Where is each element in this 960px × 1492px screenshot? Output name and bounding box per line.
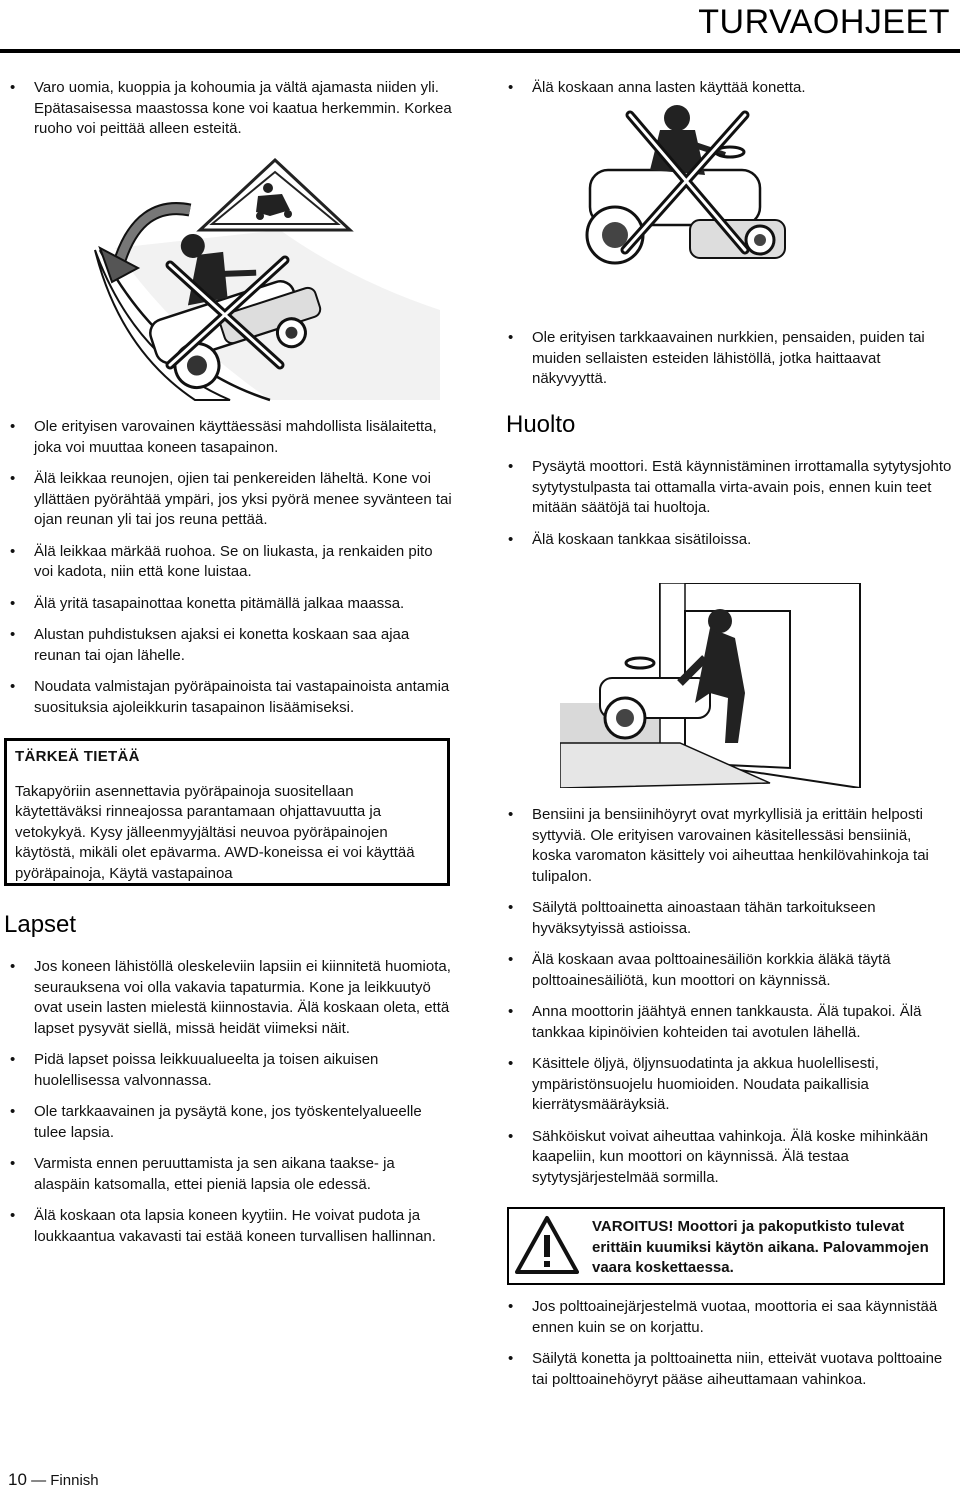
list-item: • Jos polttoainejärjestelmä vuotaa, moottoria ei saa käynnistää ennen kuin se on korjattu. [502,1297,952,1338]
list-item: • Ole erityisen tarkkaavainen nurkkien, pensaiden, puiden tai muiden sellaisten esteiden lähistöllä, jotka haittaavat näkyvyyttä. [502,328,952,390]
list-item: • Varmista ennen peruuttamista ja sen aikana taakse- ja alaspäin katsomalla, ettei pieniä lapsia ole edessä. [4,1154,454,1195]
notice-title: TÄRKEÄ TIETÄÄ [15,748,140,765]
tip-warning-sign-icon [200,160,350,230]
lapset-list [4,957,454,1258]
section-heading-lapset: Lapset [4,911,77,938]
fuel-list [502,805,952,1199]
footer-language: Finnish [50,1472,99,1489]
important-notice-box [4,738,450,886]
final-list [502,1297,952,1401]
list-item: • Ole erityisen varovainen käyttäessäsi mahdollista lisälaitetta, joka voi muuttaa koneen tasapainon. [4,417,454,458]
list-item: • Säilytä konetta ja polttoainetta niin, etteivät vuotava polttoaine tai polttoainehöyryt pääse aiheuttamaan vahinkoa. [502,1349,952,1390]
page-footer [8,1470,99,1492]
list-item: • Anna moottorin jäähtyä ennen tankkausta. Älä tupakoi. Älä tankkaa kipinöivien kohteiden tai avotulen lähellä. [502,1002,952,1043]
list-item: • Älä leikkaa reunojen, ojien tai penkereiden läheltä. Kone voi yllättäen pyörähtää ympäri, jos yksi pyörä menee syvänteen tai ojan reunan yli tai jos reuna pettää. [4,469,454,531]
garage-refuel-illustration [560,583,880,788]
list-item: • Varo uomia, kuoppia ja kohoumia ja vältä ajamasta niiden yli. Epätasaisessa maastossa kone voi kaatua herkemmin. Korkea ruoho voi peittää alleen esteitä. [4,78,459,140]
list-item: • Jos koneen lähistöllä oleskeleviin lapsiin ei kiinnitetä huomiota, seurauksena voi olla vakavia tapaturmia. Kone ja leikkuutyö ovat usein lasten mielestä kiinnostavia. Älä koskaan oleta, että lapset pysyvät siellä, missä heidät viimeksi näit. [4,957,454,1039]
list-item: • Alustan puhdistuksen ajaksi ei konetta koskaan saa ajaa reunan tai ojan lähelle. [4,625,454,666]
list-item: • Älä koskaan ota lapsia koneen kyytiin. He voivat pudota ja loukkaantua vakavasti tai estää koneen turvallisen hallinnan. [4,1206,454,1247]
page-number: 10 [8,1470,27,1489]
list-item: • Säilytä polttoainetta ainoastaan tähän tarkoitukseen hyväksytyissä astioissa. [502,898,952,939]
footer-separator: — [31,1472,47,1489]
header-rule [0,49,960,53]
mid-right-list [502,328,952,401]
list-item: • Älä yritä tasapainottaa konetta pitämällä jalkaa maassa. [4,594,454,615]
list-item: • Bensiini ja bensiinihöyryt ovat myrkyllisiä ja erittäin helposti syttyviä. Ole erityisen varovainen käsitellessäsi bensiiniä, koska varomaton käsittely voi aiheuttaa henkilövahinkoja tai tulipalon. [502,805,952,887]
warning-triangle-icon [515,1215,579,1275]
list-item: • Sähköiskut voivat aiheuttaa vahinkoja. Älä koske mihinkään kaapeliin, kun moottori on käynnissä. Älä testaa sytytysjärjestelmää sormilla. [502,1127,952,1189]
child-on-mower-illustration [570,100,800,280]
list-item: • Älä koskaan avaa polttoainesäiliön korkkia äläkä täytä polttoainesäiliötä, kun moottori on käynnissä. [502,950,952,991]
warning-text: VAROITUS! Moottori ja pakoputkisto tulevat erittäin kuumiksi käytön aikana. Palovammojen vaara koskettaessa. [592,1218,929,1276]
huolto-list [502,457,952,561]
list-item: • Pysäytä moottori. Estä käynnistäminen irrottamalla sytytysjohto sytytystulpasta tai ottamalla virta-avain pois, ennen kuin teet mitään säätöjä tai huoltoja. [502,457,952,519]
page-title: TURVAOHJEET [698,3,950,41]
slope-tipping-mower-illustration [20,150,440,410]
notice-text: Takapyöriin asennettavia pyöräpainoja suositellaan käytettäväksi rinneajossa parantamaan ohjattavuutta ja vetokykyä. Kysy jälleenmyyjältäsi neuvoa pyöräpainojen käytöstä, mikäli olet epävarma. AWD-koneissa ei voi käyttää pyöräpainoja, Käytä vastapainoa [15,782,415,882]
list-item: • Pidä lapset poissa leikkuualueelta ja toisen aikuisen huolellisessa valvonnassa. [4,1050,454,1091]
left-list [4,417,454,729]
top-left-list [4,78,459,151]
list-item: • Käsittele öljyä, öljynsuodatinta ja akkua huolellisesti, ympäristönsuojelu huomioiden. Noudata paikallisia kierrätysmääräyksiä. [502,1054,952,1116]
list-item: • Älä koskaan anna lasten käyttää konetta. [502,78,952,99]
list-item: • Älä koskaan tankkaa sisätiloissa. [502,530,952,551]
warning-box [507,1207,945,1285]
list-item: • Noudata valmistajan pyöräpainoista tai vastapainoista antamia suosituksia ajoleikkurin tasapainon lisäämiseksi. [4,677,454,718]
section-heading-huolto: Huolto [506,411,576,438]
list-item: • Älä leikkaa märkää ruohoa. Se on liukasta, ja renkaiden pito voi kadota, niin että kone luistaa. [4,542,454,583]
list-item: • Ole tarkkaavainen ja pysäytä kone, jos työskentelyalueelle tulee lapsia. [4,1102,454,1143]
